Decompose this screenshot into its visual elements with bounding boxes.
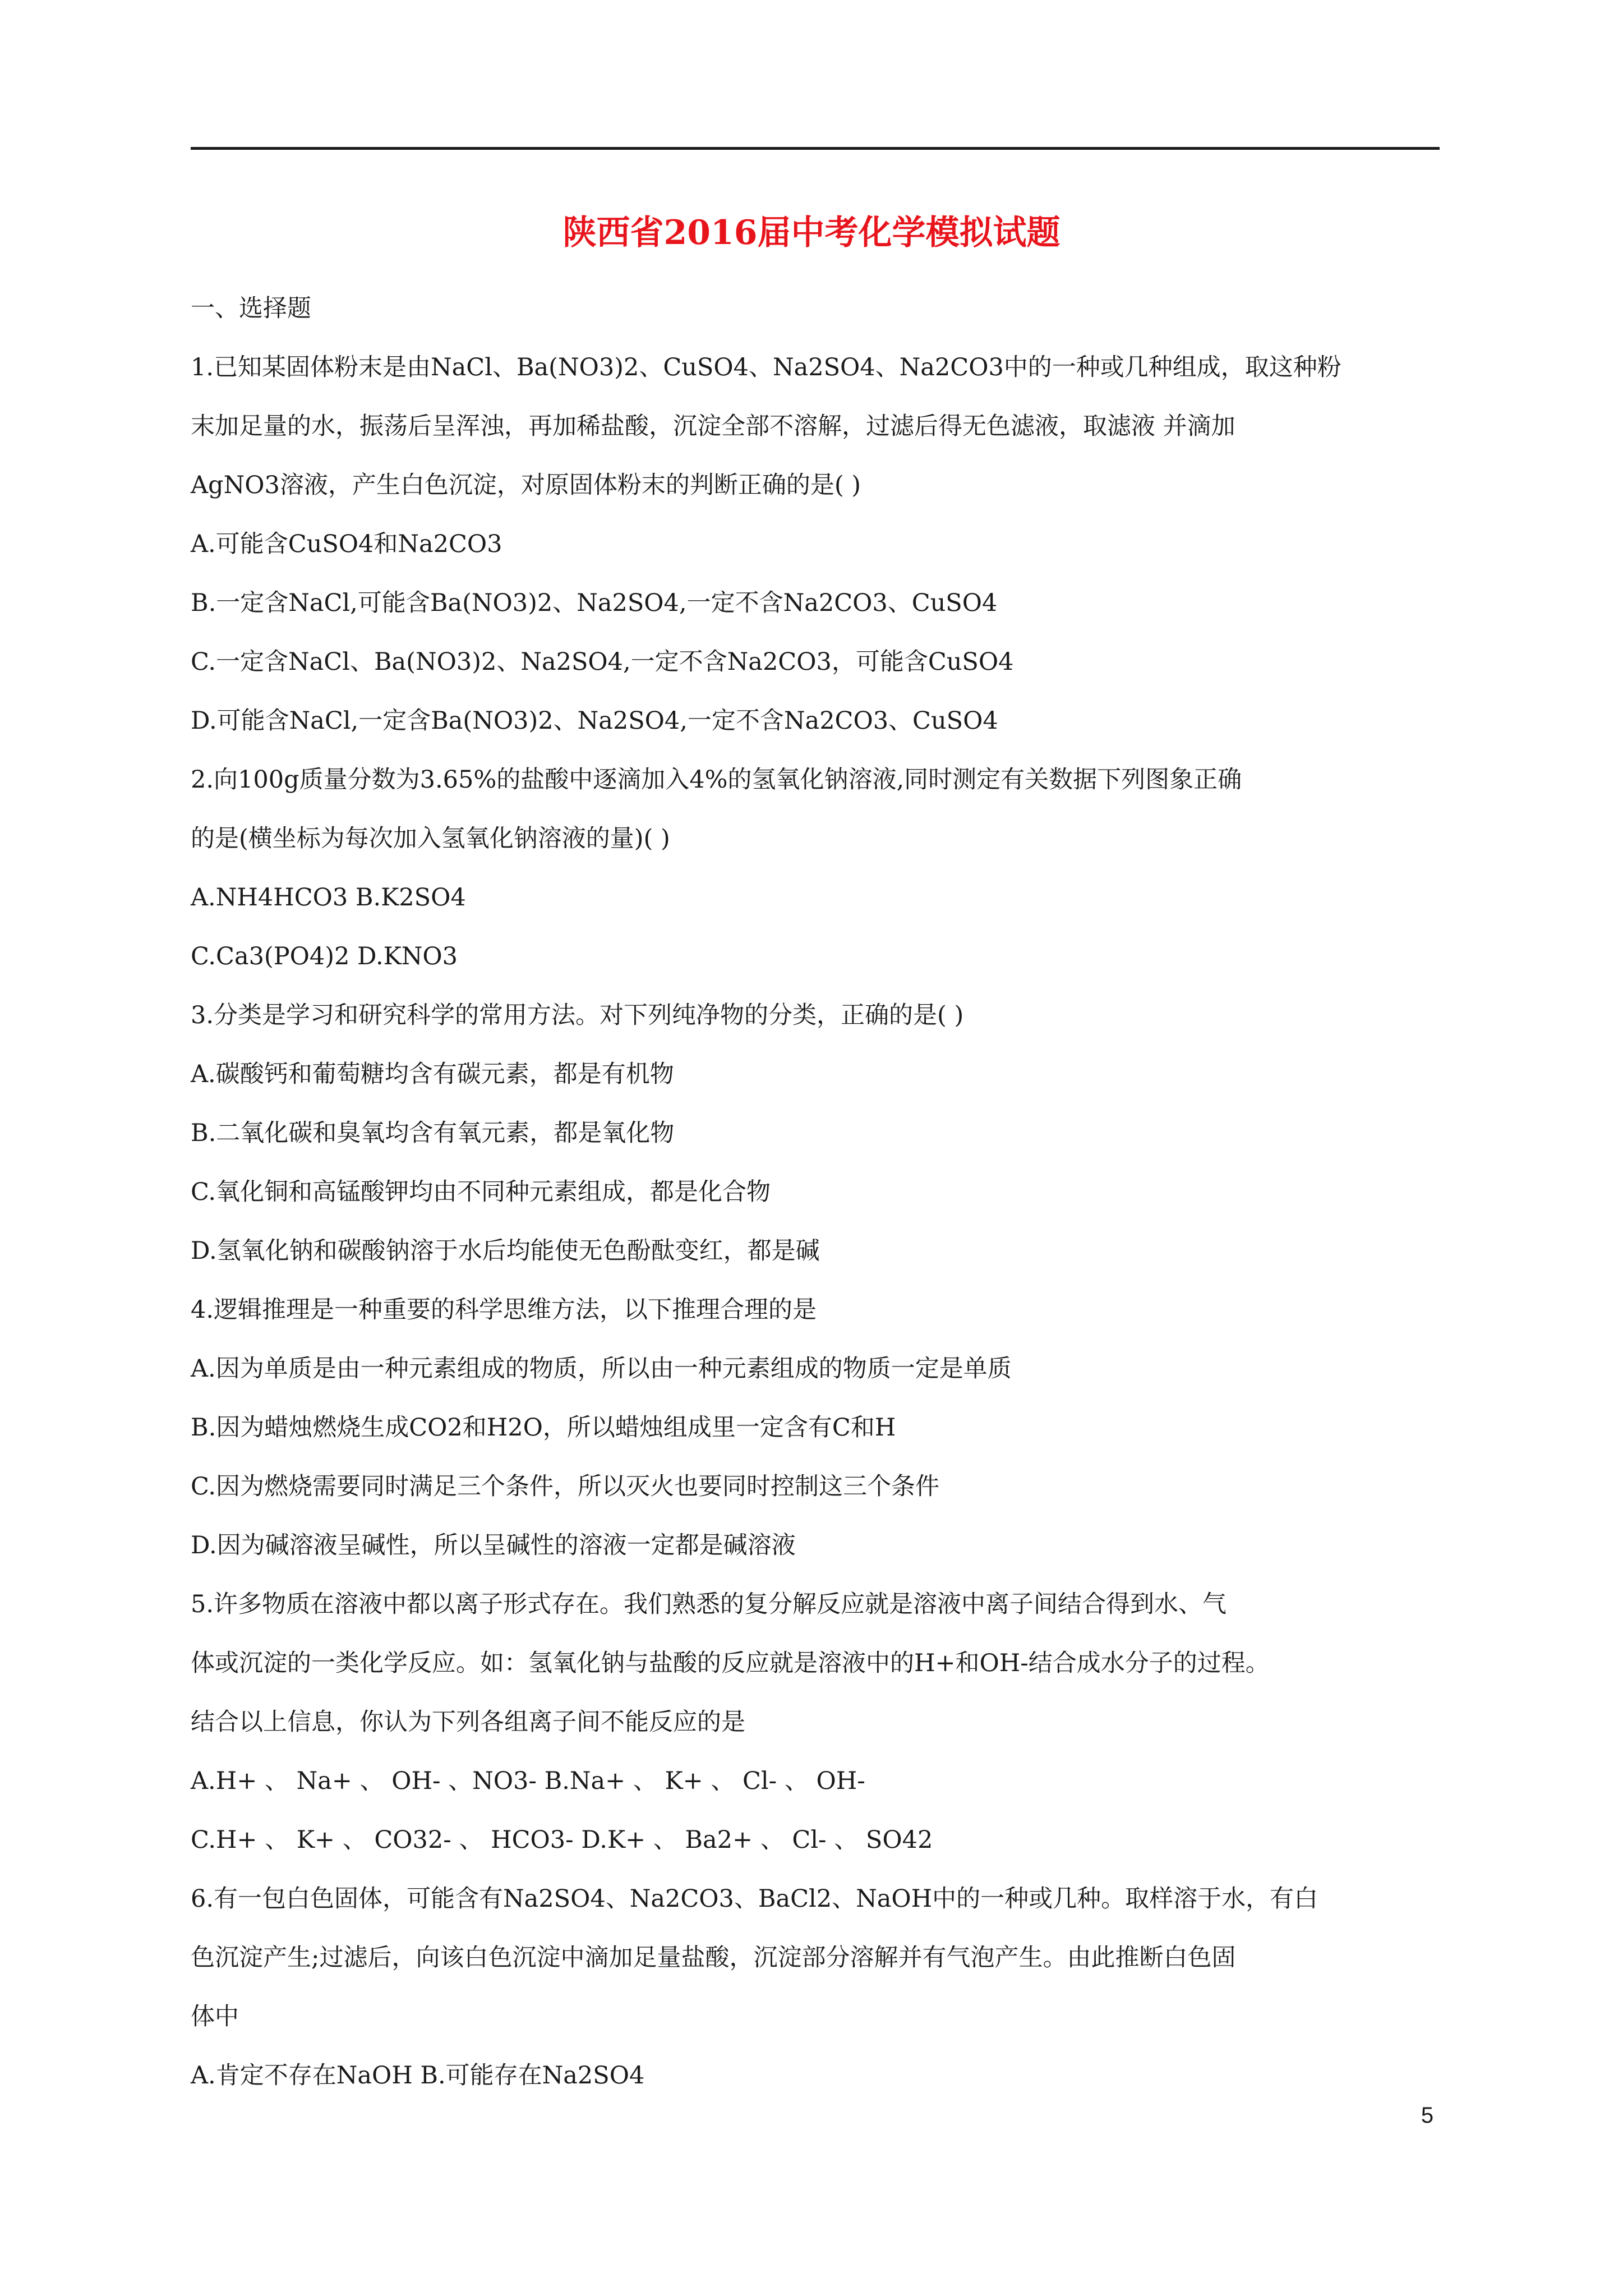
q1-option-c: C.一定含NaCl、Ba(NO3)2、Na2SO4,一定不含Na2CO3，可能含CuSO4 xyxy=(191,648,1014,676)
q4-stem: 4.逻辑推理是一种重要的科学思维方法，以下推理合理的是 xyxy=(191,1296,817,1324)
q5-stem-line-3: 结合以上信息，你认为下列各组离子间不能反应的是 xyxy=(191,1708,745,1736)
q2-stem-line-2: 的是(横坐标为每次加入氢氧化钠溶液的量)( ) xyxy=(191,825,670,853)
q5-stem-line-2: 体或沉淀的一类化学反应。如：氢氧化钠与盐酸的反应就是溶液中的H+和OH-结合成水分子的过程。 xyxy=(191,1649,1270,1677)
q1-option-d: D.可能含NaCl,一定含Ba(NO3)2、Na2SO4,一定不含Na2CO3、CuSO4 xyxy=(191,707,998,735)
q6-options-ab: A.肯定不存在NaOH B.可能存在Na2SO4 xyxy=(191,2062,645,2090)
q5-stem-line-1: 5.许多物质在溶液中都以离子形式存在。我们熟悉的复分解反应就是溶液中离子间结合得到水、气 xyxy=(191,1590,1227,1618)
header-rule xyxy=(191,147,1440,150)
q1-stem-line-3: AgNO3溶液，产生白色沉淀，对原固体粉末的判断正确的是( ) xyxy=(191,471,861,499)
q2-options-ab: A.NH4HCO3 B.K2SO4 xyxy=(191,884,466,912)
q4-option-d: D.因为碱溶液呈碱性，所以呈碱性的溶液一定都是碱溶液 xyxy=(191,1531,796,1559)
question-body xyxy=(191,279,1441,2105)
q3-stem: 3.分类是学习和研究科学的常用方法。对下列纯净物的分类，正确的是( ) xyxy=(191,1001,964,1029)
q2-options-cd: C.Ca3(PO4)2 D.KNO3 xyxy=(191,942,458,970)
q4-option-a: A.因为单质是由一种元素组成的物质，所以由一种元素组成的物质一定是单质 xyxy=(191,1355,1012,1383)
q4-option-c: C.因为燃烧需要同时满足三个条件，所以灭火也要同时控制这三个条件 xyxy=(191,1473,940,1501)
q5-options-ab: A.H+ 、 Na+ 、 OH- 、NO3- B.Na+ 、 K+ 、 Cl- 、 OH- xyxy=(191,1767,865,1795)
q6-stem-line-1: 6.有一包白色固体，可能含有Na2SO4、Na2CO3、BaCl2、NaOH中的一种或几种。取样溶于水，有白 xyxy=(191,1885,1318,1913)
q3-option-c: C.氧化铜和高锰酸钾均由不同种元素组成，都是化合物 xyxy=(191,1178,771,1206)
q2-stem-line-1: 2.向100g质量分数为3.65%的盐酸中逐滴加入4%的氢氧化钠溶液,同时测定有关数据下列图象正确 xyxy=(191,766,1242,794)
q1-stem-line-2: 末加足量的水，振荡后呈浑浊，再加稀盐酸，沉淀全部不溶解，过滤后得无色滤液，取滤液 并滴加 xyxy=(191,412,1235,440)
q1-option-b: B.一定含NaCl,可能含Ba(NO3)2、Na2SO4,一定不含Na2CO3、CuSO4 xyxy=(191,589,998,617)
q6-stem-line-3: 体中 xyxy=(191,2003,239,2031)
q3-option-a: A.碳酸钙和葡萄糖均含有碳元素，都是有机物 xyxy=(191,1060,674,1088)
q1-stem-line-1: 1.已知某固体粉末是由NaCl、Ba(NO3)2、CuSO4、Na2SO4、Na2CO3中的一种或几种组成，取这种粉 xyxy=(191,353,1341,381)
q3-option-b: B.二氧化碳和臭氧均含有氧元素，都是氧化物 xyxy=(191,1119,675,1147)
q3-option-d: D.氢氧化钠和碳酸钠溶于水后均能使无色酚酞变红，都是碱 xyxy=(191,1237,820,1265)
page-number: 5 xyxy=(1421,2103,1434,2128)
q1-option-a: A.可能含CuSO4和Na2CO3 xyxy=(191,530,502,558)
page-title: 陕西省2016届中考化学模拟试题 xyxy=(562,213,1061,252)
q4-option-b: B.因为蜡烛燃烧生成CO2和H2O，所以蜡烛组成里一定含有C和H xyxy=(191,1414,896,1442)
q5-options-cd: C.H+ 、 K+ 、 CO32- 、 HCO3- D.K+ 、 Ba2+ 、 Cl- 、 SO42 xyxy=(191,1826,933,1854)
section-heading: 一、选择题 xyxy=(191,295,311,323)
q6-stem-line-2: 色沉淀产生;过滤后，向该白色沉淀中滴加足量盐酸，沉淀部分溶解并有气泡产生。由此推断白色固 xyxy=(191,1944,1236,1972)
